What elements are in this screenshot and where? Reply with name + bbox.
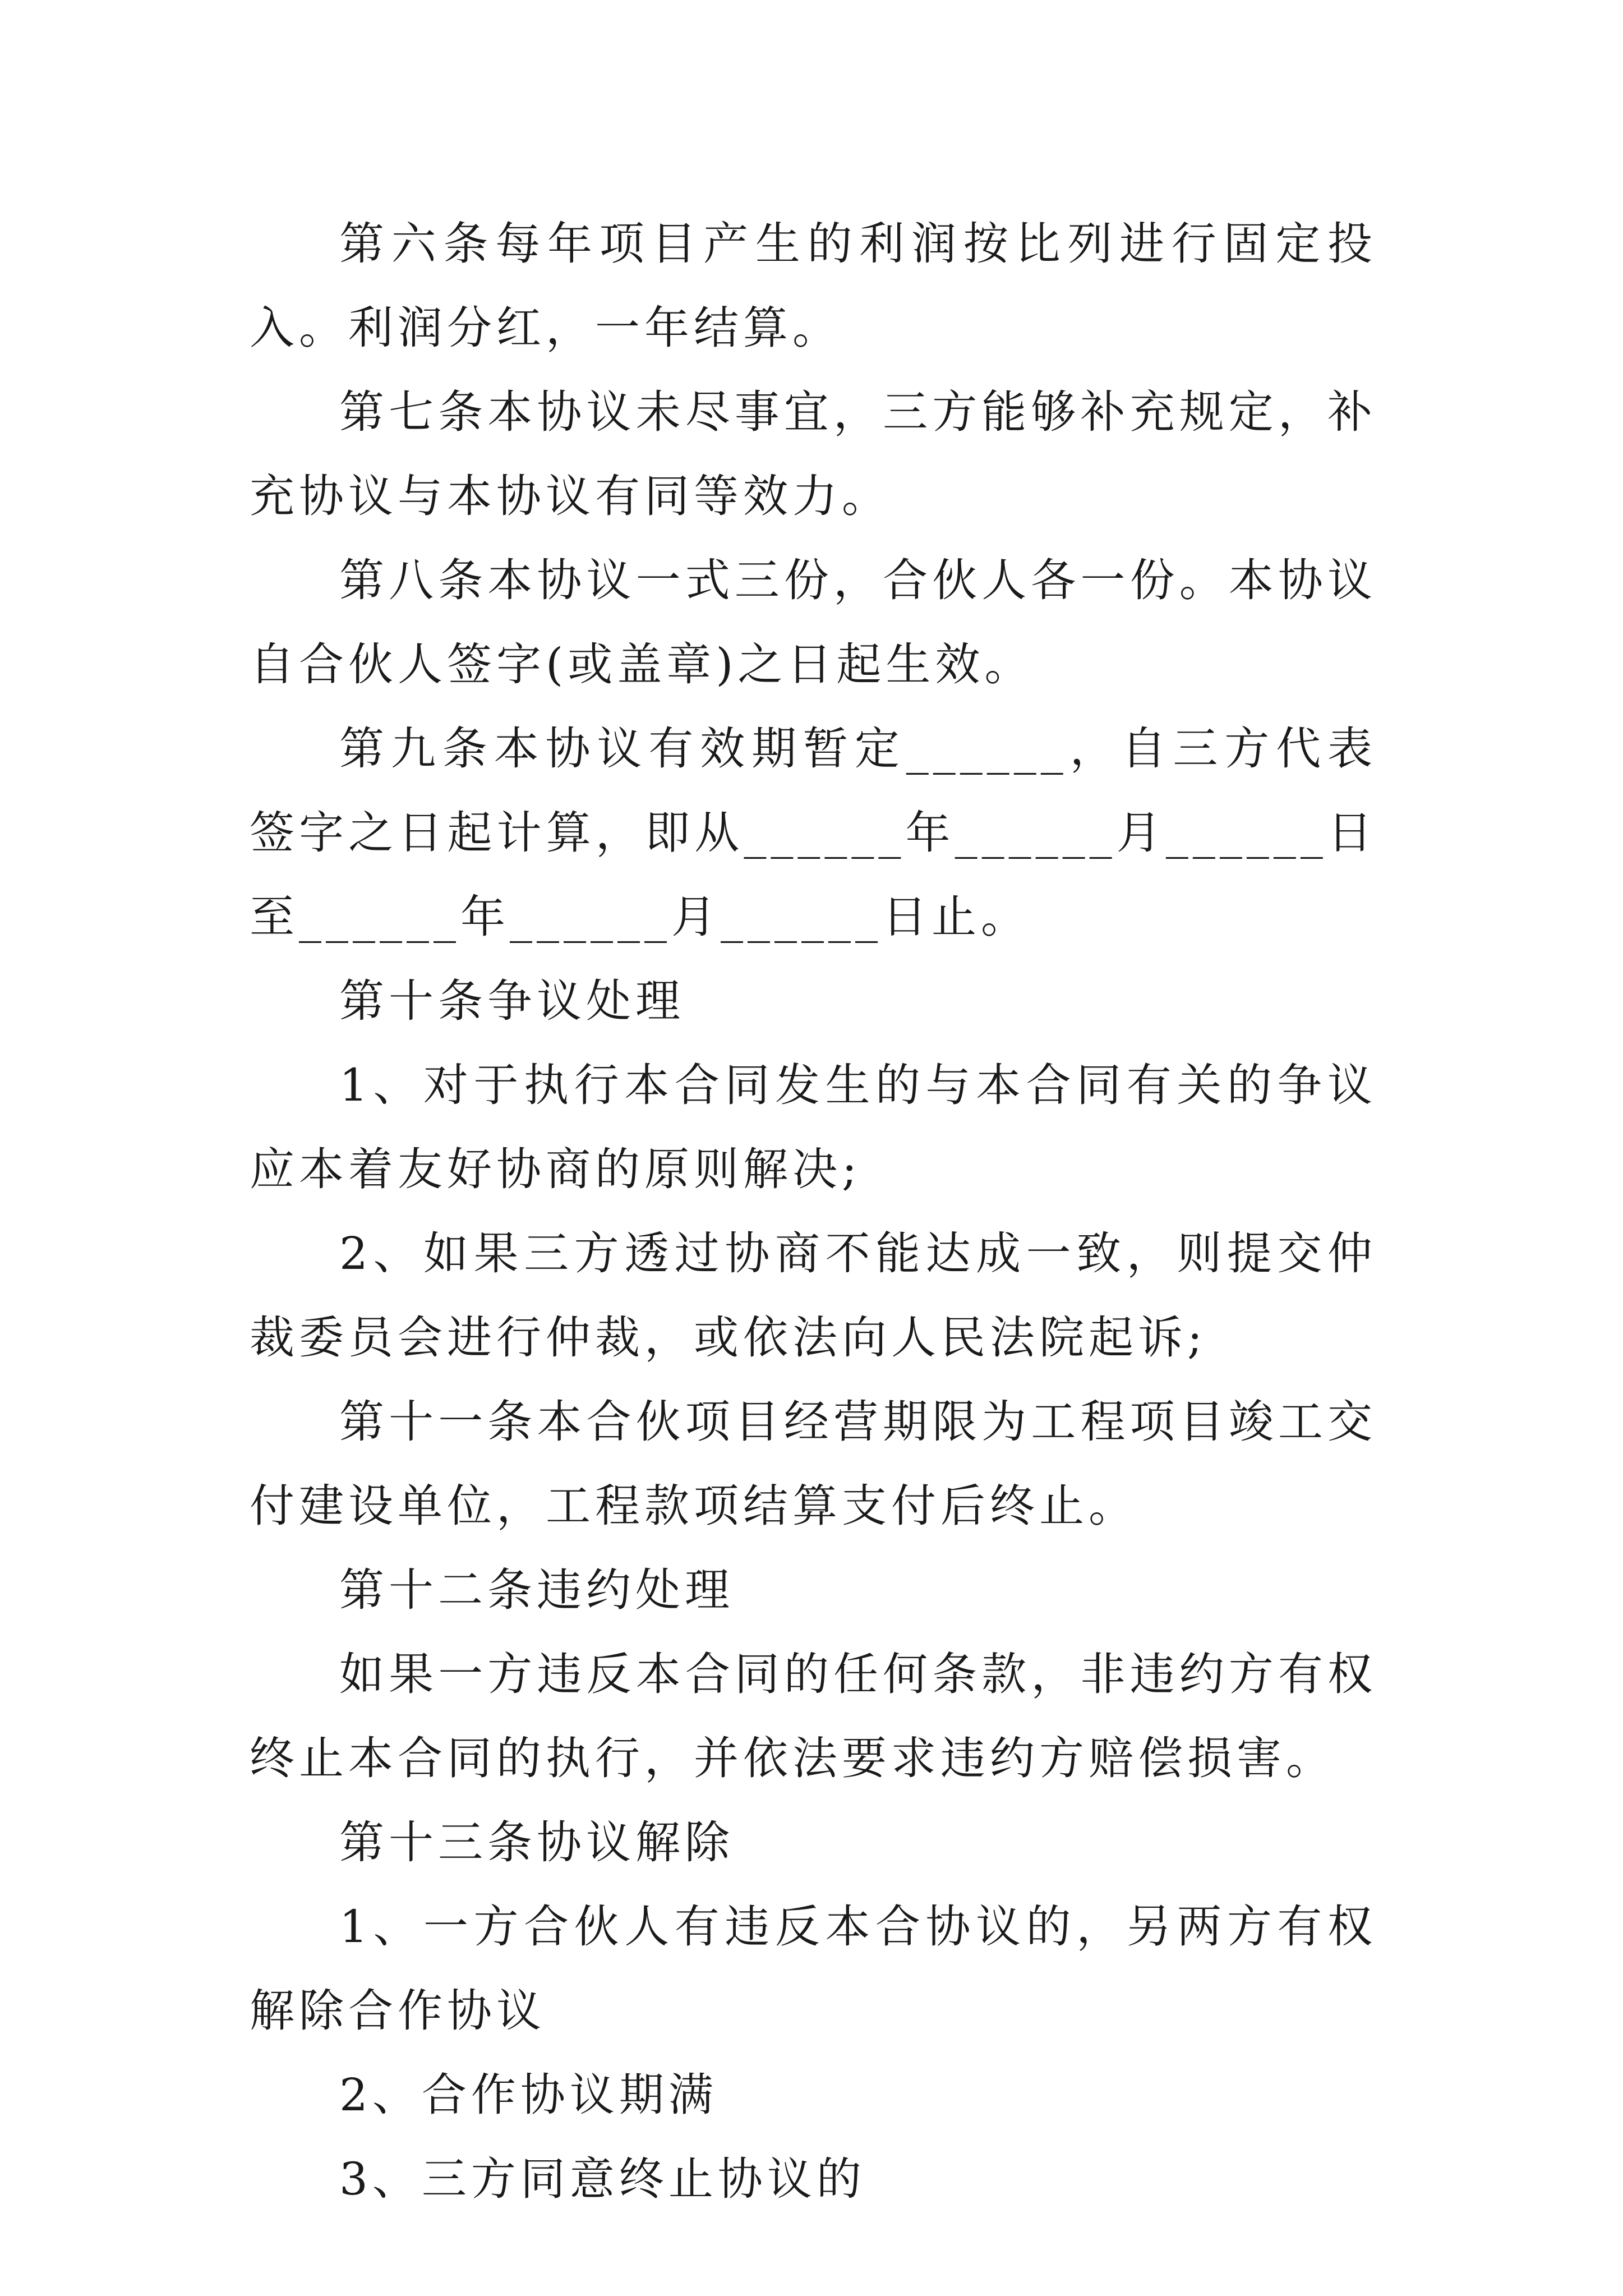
clause-9: 第九条本协议有效期暂定______，自三方代表签字之日起计算，即从______年______月______日至______年______月______日止。 (250, 723, 1377, 943)
clause-13-item-3: 3、三方同意终止协议的 (339, 2153, 866, 2205)
clause-8: 第八条本协议一式三份，合伙人各一份。本协议自合伙人签字(或盖章)之日起生效。 (250, 554, 1377, 691)
clause-10-heading: 第十条争议处理 (339, 975, 685, 1027)
clause-7: 第七条本协议未尽事宜，三方能够补充规定，补充协议与本协议有同等效力。 (250, 386, 1377, 522)
clause-10-item-2: 2、如果三方透过协商不能达成一致，则提交仲裁委员会进行仲裁，或依法向人民法院起诉; (250, 1227, 1377, 1364)
clause-6: 第六条每年项目产生的利润按比列进行固定投入。利润分红，一年结算。 (250, 218, 1377, 354)
clause-10-item-1: 1、对于执行本合同发生的与本合同有关的争议应本着友好协商的原则解决; (250, 1059, 1377, 1195)
clause-11: 第十一条本合伙项目经营期限为工程项目竣工交付建设单位，工程款项结算支付后终止。 (250, 1396, 1377, 1532)
clause-12-heading: 第十二条违约处理 (339, 1564, 734, 1616)
clause-12-body: 如果一方违反本合同的任何条款，非违约方有权终止本合同的执行，并依法要求违约方赔偿损害。 (250, 1648, 1377, 1784)
clause-13-item-1: 1、一方合伙人有违反本合协议的，另两方有权解除合作协议 (250, 1901, 1377, 2037)
clause-13-heading: 第十三条协议解除 (339, 1816, 734, 1869)
clause-13-item-2: 2、合作协议期满 (339, 2069, 718, 2121)
document-body (250, 202, 1377, 2221)
